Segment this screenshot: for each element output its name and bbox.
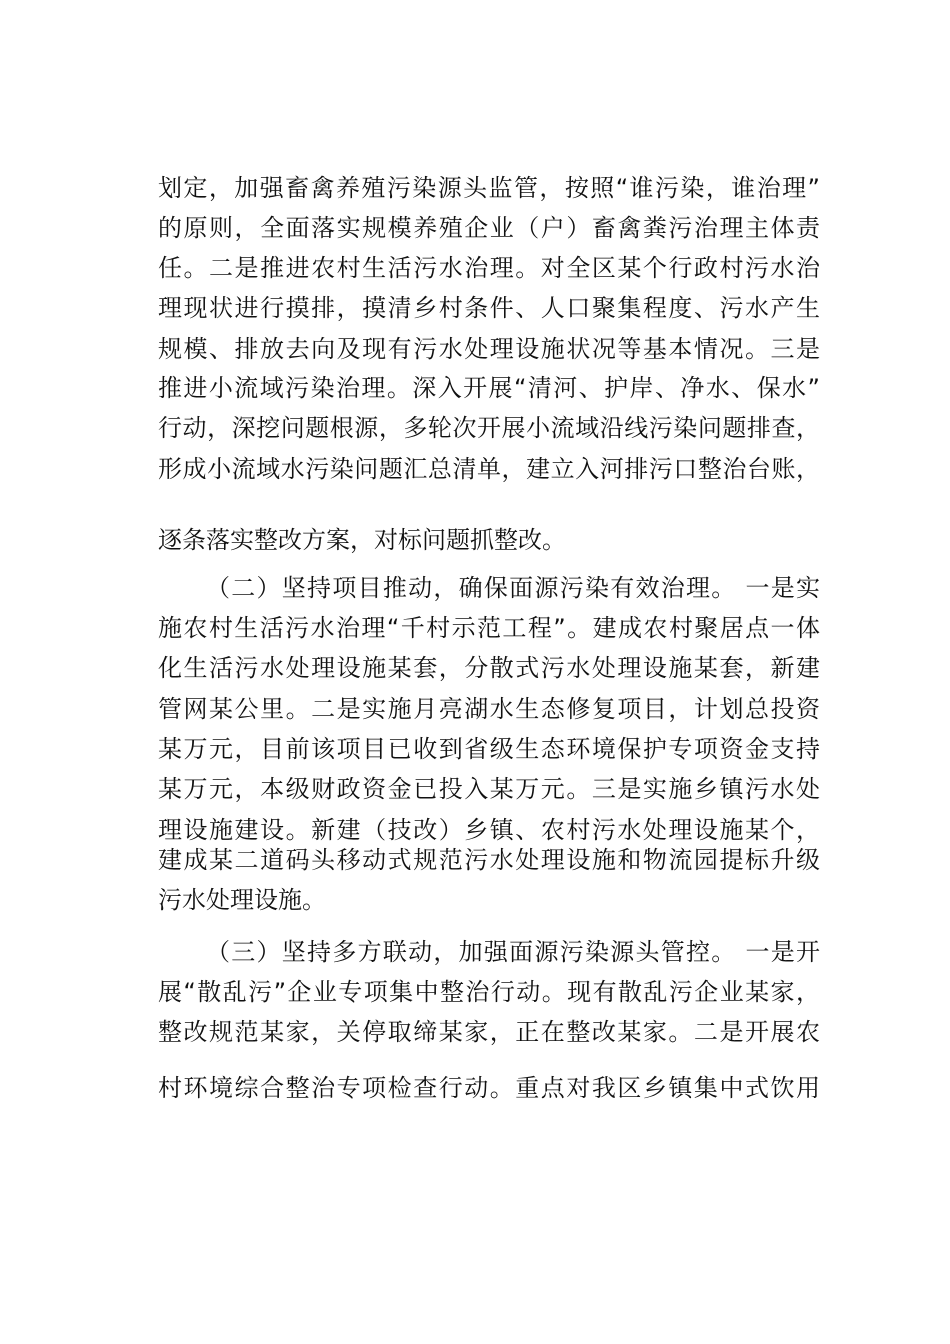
text-line: 规模、排放去向及现有污水处理设施状况等基本情况。三是 (158, 335, 820, 363)
text-line: 整改规范某家，关停取缔某家，正在整改某家。二是开展农 (158, 1018, 820, 1046)
text-line: 展“散乱污”企业专项集中整治行动。现有散乱污企业某家， (158, 978, 820, 1006)
text-line: 任。二是推进农村生活污水治理。对全区某个行政村污水治 (158, 254, 820, 282)
text-line: 某万元，本级财政资金已投入某万元。三是实施乡镇污水处 (158, 775, 820, 803)
text-line: 理现状进行摸排，摸清乡村条件、人口聚集程度、污水产生 (158, 294, 820, 322)
text-line: 逐条落实整改方案，对标问题抓整改。 (158, 526, 566, 554)
text-line: 行动，深挖问题根源，多轮次开展小流域沿线污染问题排查， (158, 414, 820, 442)
text-line: 管网某公里。二是实施月亮湖水生态修复项目，计划总投资 (158, 695, 820, 723)
text-line: 化生活污水处理设施某套，分散式污水处理设施某套，新建 (158, 654, 820, 682)
text-line: 推进小流域污染治理。深入开展“清河、护岸、净水、保水” (158, 374, 820, 402)
text-line: 理设施建设。新建（技改）乡镇、农村污水处理设施某个， (158, 816, 820, 844)
text-line: 污水处理设施。 (158, 886, 326, 914)
text-line: 划定，加强畜禽养殖污染源头监管，按照“谁污染，谁治理” (158, 174, 820, 202)
text-line: 的原则，全面落实规模养殖企业（户）畜禽粪污治理主体责 (158, 214, 820, 242)
text-line: 村环境综合整治专项检查行动。重点对我区乡镇集中式饮用 (158, 1074, 820, 1102)
text-line: 施农村生活污水治理“千村示范工程”。建成农村聚居点一体 (158, 614, 820, 642)
section-heading-line: （三）坚持多方联动，加强面源污染源头管控。 一是开 (206, 938, 820, 966)
text-line: 建成某二道码头移动式规范污水处理设施和物流园提标升级 (158, 846, 820, 874)
section-heading-line: （二）坚持项目推动，确保面源污染有效治理。 一是实 (206, 574, 820, 602)
text-line: 某万元，目前该项目已收到省级生态环境保护专项资金支持 (158, 735, 820, 763)
text-line: 形成小流域水污染问题汇总清单，建立入河排污口整治台账， (158, 455, 820, 483)
